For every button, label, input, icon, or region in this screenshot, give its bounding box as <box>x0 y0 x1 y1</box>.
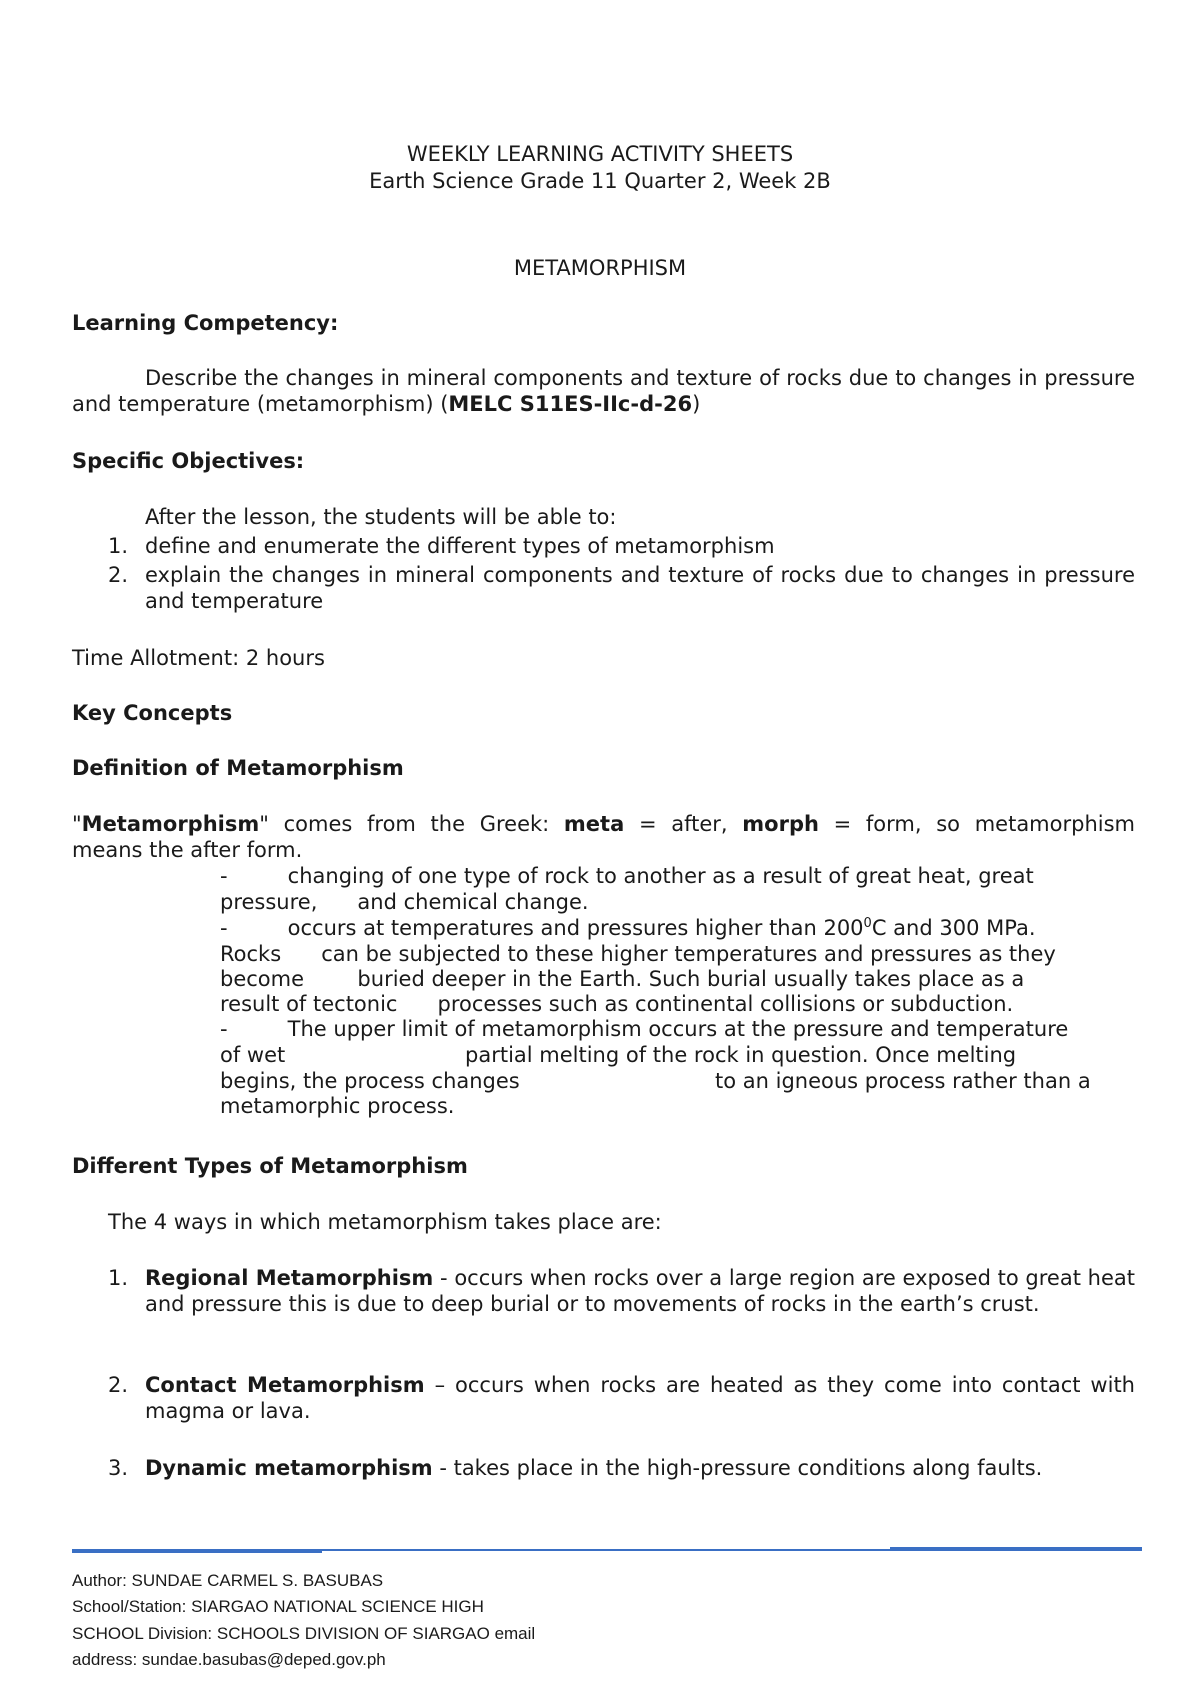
type-description: – occurs when rocks are heated as they come into contact with magma or lava. <box>145 1373 1135 1423</box>
definition-term: Metamorphism <box>81 812 260 836</box>
definition-bullet-3-line-2b: partial melting of the rock in question. Once melting <box>465 1043 1017 1067</box>
type-description: - takes place in the high-pressure conditions along faults. <box>432 1456 1043 1480</box>
footer-rule-accent <box>890 1547 1142 1550</box>
definition-bullet-3-line-4: metamorphic process. <box>220 1094 455 1118</box>
definition-text: comes from the Greek: <box>268 812 564 836</box>
objective-number: 1. <box>108 534 129 558</box>
definition-text: = form, so metamorphism <box>818 812 1135 836</box>
definition-bullet-2-line-1 <box>220 915 1140 941</box>
key-concepts-heading: Key Concepts <box>72 701 233 725</box>
footer-rule-accent <box>72 1550 322 1553</box>
objectives-heading: Specific Objectives: <box>72 449 305 473</box>
definition-line-2: means the after form. <box>72 838 303 862</box>
topic-title: METAMORPHISM <box>513 256 687 280</box>
competency-body: Describe the changes in mineral components and texture of rocks due to changes in pressure and temperature (metamorphism) ( <box>72 366 1135 416</box>
type-number: 3. <box>108 1456 129 1480</box>
bullet-text: - occurs at temperatures and pressures higher than 200 <box>220 916 864 940</box>
type-text <box>145 1372 1135 1424</box>
footer-address: address: sundae.basubas@deped.gov.ph <box>72 1650 386 1669</box>
sheet-title: WEEKLY LEARNING ACTIVITY SHEETS <box>406 142 794 166</box>
definition-bullet-1-line-2: pressure, and chemical change. <box>220 890 589 914</box>
definition-bullet-2-line-3: become buried deeper in the Earth. Such burial usually takes place as a <box>220 967 1025 991</box>
types-intro: The 4 ways in which metamorphism takes place are: <box>108 1210 662 1234</box>
definition-bullet-3-line-2a: of wet <box>220 1043 286 1067</box>
type-name: Dynamic metamorphism <box>145 1456 433 1480</box>
time-allotment: Time Allotment: 2 hours <box>72 646 325 670</box>
definition-bullet-3-line-3b: to an igneous process rather than a <box>715 1069 1091 1093</box>
type-name: Regional Metamorphism <box>145 1266 434 1290</box>
definition-heading: Definition of Metamorphism <box>72 756 404 780</box>
definition-morph: morph <box>742 812 819 836</box>
competency-heading: Learning Competency: <box>72 311 339 335</box>
definition-bullet-2-line-4: result of tectonic processes such as continental collisions or subduction. <box>220 992 1014 1016</box>
definition-bullet-3-line-3a: begins, the process changes <box>220 1069 520 1093</box>
definition-text: = after, <box>624 812 743 836</box>
type-number: 1. <box>108 1266 129 1290</box>
definition-bullet-3-line-1: - The upper limit of metamorphism occurs at the pressure and temperature <box>220 1017 1069 1041</box>
competency-code: MELC S11ES-IIc-d-26 <box>448 392 693 416</box>
definition-bullet-1-line-1: - changing of one type of rock to another as a result of great heat, great <box>220 864 1034 888</box>
objectives-intro: After the lesson, the students will be able to: <box>145 505 617 529</box>
competency-text <box>72 365 1135 417</box>
quote-mark: " <box>72 812 82 836</box>
objective-number: 2. <box>108 563 129 587</box>
type-text <box>145 1265 1135 1317</box>
type-name: Contact Metamorphism <box>145 1373 425 1397</box>
footer-school: School/Station: SIARGAO NATIONAL SCIENCE HIGH <box>72 1597 484 1616</box>
types-heading: Different Types of Metamorphism <box>72 1154 468 1178</box>
objective-text: explain the changes in mineral components and texture of rocks due to changes in pressure and temperature <box>145 563 1135 613</box>
footer-division: SCHOOL Division: SCHOOLS DIVISION OF SIARGAO email <box>72 1624 536 1643</box>
type-description: - occurs when rocks over a large region are exposed to great heat and pressure this is due to deep burial or to movements of rocks in the earth’s crust. <box>145 1266 1135 1316</box>
bullet-text: C and 300 MPa. <box>871 916 1036 940</box>
footer-author: Author: SUNDAE CARMEL S. BASUBAS <box>72 1571 384 1590</box>
degree-superscript: 0 <box>863 916 872 931</box>
definition-meta: meta <box>563 812 625 836</box>
quote-mark: " <box>259 812 269 836</box>
sheet-subtitle: Earth Science Grade 11 Quarter 2, Week 2B <box>369 169 831 193</box>
definition-bullet-2-line-2: Rocks can be subjected to these higher temperatures and pressures as they <box>220 942 1056 966</box>
objective-text: define and enumerate the different types of metamorphism <box>145 534 775 558</box>
definition-line <box>72 811 1135 837</box>
type-number: 2. <box>108 1373 129 1397</box>
competency-close: ) <box>692 392 701 416</box>
type-text <box>145 1455 1135 1481</box>
